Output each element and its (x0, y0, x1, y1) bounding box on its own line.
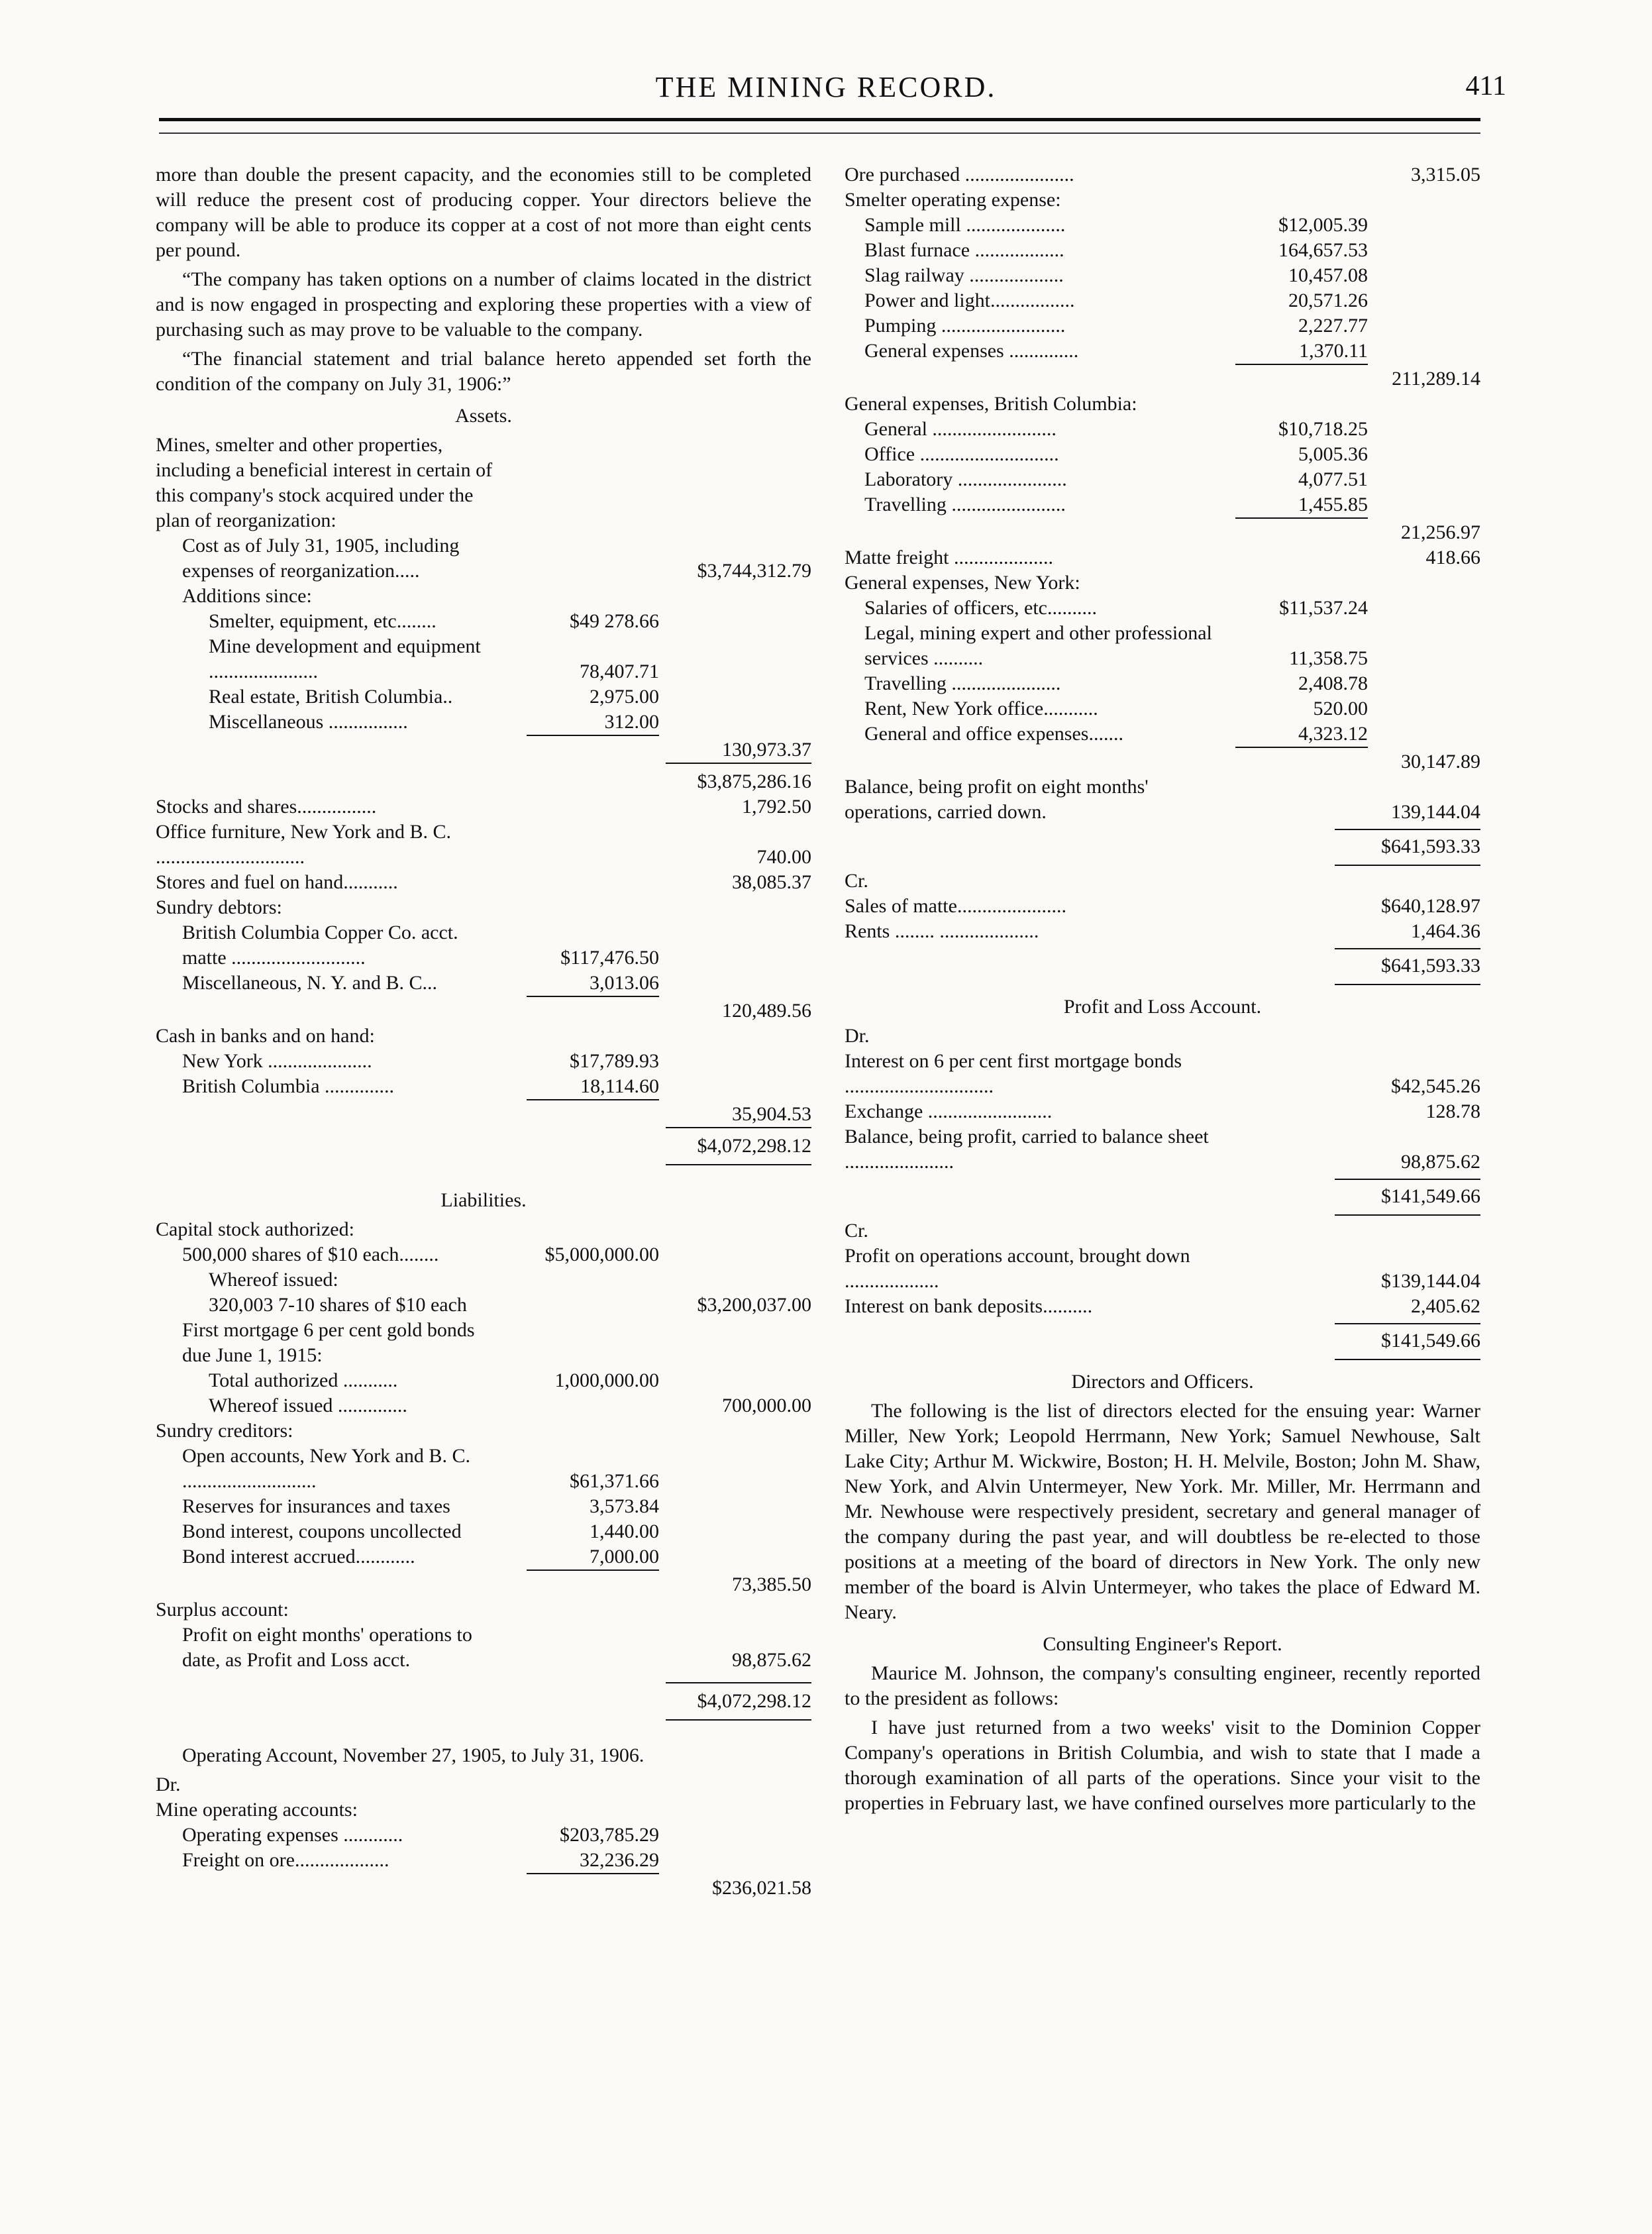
rule (666, 1127, 811, 1128)
rents-row (845, 919, 1480, 944)
genoff-value: 4,323.12 (1298, 723, 1368, 745)
intro-paragraph-2: “The company has taken options on a number of claims located in the district and is now engaged in prospecting and exploring these properties with a view of purchasing such as may prove to be valuable to the company. (156, 268, 811, 341)
blast-value: 164,657.53 (1278, 239, 1368, 261)
debtors-total: 120,489.56 (722, 1000, 811, 1022)
sample-label: Sample mill .................... (864, 214, 1066, 236)
stores-label: Stores and fuel on hand........... (156, 871, 398, 893)
bcc-entry (156, 920, 811, 971)
opexp-label: Operating expenses ............ (182, 1824, 403, 1846)
page-header (0, 66, 1652, 113)
balsheet-entry (845, 1124, 1480, 1175)
balance-value: 139,144.04 (1391, 801, 1480, 823)
ore-value: 3,315.05 (1411, 164, 1480, 186)
opexp-row (156, 1823, 811, 1848)
rule (1335, 1359, 1480, 1360)
mine-total-row (156, 1876, 811, 1901)
travel2-value: 2,408.78 (1298, 672, 1368, 694)
lab-value: 4,077.51 (1298, 468, 1368, 490)
cr-total-row (845, 953, 1480, 979)
smelter-total-row (845, 366, 1480, 392)
engineer-heading: Consulting Engineer's Report. (1043, 1633, 1282, 1655)
smelter-total: 211,289.14 (1392, 368, 1480, 390)
pumping-label: Pumping ......................... (864, 315, 1066, 337)
slag-row (845, 263, 1480, 288)
ny-row (156, 1049, 811, 1074)
miscny-row (156, 971, 811, 996)
bcc-label: British Columbia Copper Co. acct. matte ........................... (182, 922, 458, 969)
whereof-row (156, 1267, 811, 1293)
cash-row (156, 1024, 811, 1049)
rule (527, 1873, 659, 1874)
liab-total-row (156, 1689, 811, 1714)
genny-row (845, 570, 1480, 596)
liabilities-heading: Liabilities. (440, 1189, 527, 1211)
exchange-row (845, 1099, 1480, 1124)
sales-label: Sales of matte...................... (845, 895, 1066, 917)
interest-entry (845, 1049, 1480, 1099)
intro-paragraph-1: more than double the present capacity, and the economies still to be completed will reduce the present cost of producing copper. Your directors believe the company will be able to produce its copper at a cost of not more than eight cents per pound. (156, 164, 811, 261)
pl-cr-row (845, 1218, 1480, 1244)
travel-value: 1,455.85 (1298, 494, 1368, 515)
whereofissued-row (156, 1393, 811, 1418)
additions-label-row (156, 584, 811, 609)
minedev-value: 78,407.71 (580, 661, 659, 682)
page-number: 411 (1465, 71, 1506, 101)
genny-total: 30,147.89 (1401, 751, 1480, 772)
travel2-label: Travelling ...................... (864, 672, 1061, 694)
dr-total-row (845, 834, 1480, 859)
whereofissued-label: Whereof issued .............. (209, 1395, 407, 1416)
freight-value: 32,236.29 (580, 1849, 659, 1871)
bondunc-value: 1,440.00 (590, 1520, 659, 1542)
firstmort-entry (156, 1318, 811, 1368)
ore-row (845, 162, 1480, 187)
genbc-row (845, 392, 1480, 417)
minedev-label: Mine development and equipment ...................... (209, 635, 481, 682)
pl-dr-label: Dr. (845, 1025, 870, 1047)
surplus-label: Surplus account: (156, 1599, 289, 1621)
genexp-value: 1,370.11 (1299, 340, 1368, 362)
engineer-paragraph-1: Maurice M. Johnson, the company's consulting engineer, recently reported to the president as follows: (845, 1662, 1480, 1709)
operating-account-heading: Operating Account, November 27, 1905, to July 31, 1906. (182, 1744, 645, 1766)
opexp-value: $203,785.29 (560, 1824, 659, 1846)
miscny-value: 3,013.06 (590, 972, 659, 994)
bondunc-label: Bond interest, coupons uncollected (182, 1520, 462, 1542)
realestate-value: 2,975.00 (590, 686, 659, 708)
assets-heading: Assets. (455, 405, 512, 427)
interest-label: Interest on 6 per cent first mortgage bonds .............................. (845, 1050, 1182, 1097)
capstock-row (156, 1217, 811, 1242)
salaries-value: $11,537.24 (1279, 597, 1368, 619)
genbc-total: 21,256.97 (1401, 521, 1480, 543)
directors-paragraph: The following is the list of directors elected for the ensuing year: Warner Miller, New York; Leopold Herrmann, New York; Samuel Newhouse, Salt Lake City; Arthur M. Wickwire, Boston; H. H. Melvile, Boston; John M. Shaw, New York, and Alvin Untermeyer, New York. Mr. Miller, Mr. Herrmann and Mr. Newhouse were respectively president, secretary and general manager of the company during the past year, and will doubtless be re-elected to those positions at a meeting of the board of directors in New York. The only new member of the board is Alvin Untermeyer, who takes the place of Edward M. Neary. (845, 1400, 1480, 1623)
bondacc-label: Bond interest accrued............ (182, 1546, 415, 1568)
salaries-label: Salaries of officers, etc.......... (864, 597, 1097, 619)
totalauth-label: Total authorized ........... (209, 1369, 398, 1391)
subtotal-row (156, 769, 811, 794)
smelter-row (156, 609, 811, 634)
cost-value: $3,744,312.79 (697, 560, 811, 582)
rule (666, 1719, 811, 1721)
dr-label: Dr. (156, 1774, 181, 1795)
cost-entry (156, 533, 811, 584)
genbc-label: General expenses, British Columbia: (845, 393, 1137, 415)
cash-total: 35,904.53 (732, 1103, 811, 1125)
cost-text: Cost as of July 31, 1905, including expenses of reorganization..... (182, 535, 460, 582)
issued-value: $3,200,037.00 (697, 1294, 811, 1316)
freight-label: Freight on ore................... (182, 1849, 389, 1871)
profitop-entry (845, 1244, 1480, 1294)
bondacc-value: 7,000.00 (590, 1546, 659, 1568)
sales-value: $640,128.97 (1381, 895, 1480, 917)
sample-value: $12,005.39 (1278, 214, 1368, 236)
balance-label: Balance, being profit on eight months' operations, carried down. (845, 776, 1149, 823)
shares-value: $5,000,000.00 (544, 1244, 659, 1265)
rule (1235, 364, 1368, 365)
realestate-label: Real estate, British Columbia.. (209, 686, 453, 708)
sales-row (845, 894, 1480, 919)
profitop-value: $139,144.04 (1381, 1270, 1480, 1292)
balsheet-label: Balance, being profit, carried to balance sheet ...................... (845, 1126, 1209, 1173)
mines-text: Mines, smelter and other properties, including a beneficial interest in certain of this company's stock acquired under the plan of reorganization: (156, 434, 493, 531)
dr-total: $641,593.33 (1381, 835, 1480, 857)
profit-value: 98,875.62 (732, 1649, 811, 1671)
engineer-paragraph-2: I have just returned from a two weeks' visit to the Dominion Copper Company's operations in British Columbia, and wish to state that I made a thorough examination of all parts of the operations. Since your visit to the properties in February last, we have confined ourselves more particularly to the (845, 1717, 1480, 1814)
pl-dr-total-row (845, 1184, 1480, 1209)
openacc-entry (156, 1444, 811, 1494)
stocks-row (156, 794, 811, 820)
exchange-value: 128.78 (1425, 1100, 1480, 1122)
smelterop-label: Smelter operating expense: (845, 189, 1061, 211)
left-column (156, 162, 811, 1901)
power-value: 20,571.26 (1288, 290, 1368, 311)
genny-label: General expenses, New York: (845, 572, 1080, 594)
salaries-row (845, 596, 1480, 621)
sample-row (845, 213, 1480, 238)
legal-value: 11,358.75 (1289, 647, 1368, 669)
firstmort-label: First mortgage 6 per cent gold bonds due June 1, 1915: (182, 1319, 475, 1366)
freight-row (156, 1848, 811, 1873)
matte-label: Matte freight .................... (845, 547, 1053, 568)
power-row (845, 288, 1480, 313)
cash-total-row (156, 1102, 811, 1127)
capstock-label: Capital stock authorized: (156, 1218, 354, 1240)
rents-label: Rents ........ .................... (845, 920, 1039, 942)
mineop-row (156, 1797, 811, 1823)
bondacc-row (156, 1544, 811, 1569)
creditors-total-row (156, 1572, 811, 1597)
openacc-label: Open accounts, New York and B. C. ........................... (182, 1445, 470, 1492)
general-value: $10,718.25 (1278, 418, 1368, 440)
genexp-label: General expenses .............. (864, 340, 1079, 362)
reserves-row (156, 1494, 811, 1519)
smelterop-row (845, 187, 1480, 213)
stores-value: 38,085.37 (732, 871, 811, 893)
rule (1335, 865, 1480, 866)
rule (666, 763, 811, 764)
creditors-total: 73,385.50 (732, 1573, 811, 1595)
journal-title: THE MINING RECORD. (655, 71, 997, 103)
bc-label: British Columbia .............. (182, 1075, 395, 1097)
bc-value: 18,114.60 (580, 1075, 659, 1097)
subtotal-value: $3,875,286.16 (697, 771, 811, 792)
legal-entry (845, 621, 1480, 671)
profit-label: Profit on eight months' operations to date, as Profit and Loss acct. (182, 1624, 472, 1671)
shares-label: 500,000 shares of $10 each........ (182, 1244, 439, 1265)
pl-dr-total: $141,549.66 (1381, 1185, 1480, 1207)
general-row (845, 417, 1480, 442)
smelter-label: Smelter, equipment, etc........ (209, 610, 437, 632)
mine-total: $236,021.58 (712, 1877, 811, 1899)
lab-row (845, 467, 1480, 492)
pl-cr-total: $141,549.66 (1381, 1330, 1480, 1352)
additions-label: Additions since: (182, 585, 312, 607)
sundry-debtors-label: Sundry debtors: (156, 896, 282, 918)
profit-entry (156, 1622, 811, 1673)
cr-label: Cr. (845, 870, 868, 892)
directors-heading: Directors and Officers. (1071, 1371, 1254, 1393)
issued-label: 320,003 7-10 shares of $10 each (209, 1294, 467, 1316)
matte-value: 418.66 (1425, 547, 1480, 568)
genny-total-row (845, 749, 1480, 774)
rent-row (845, 696, 1480, 721)
balance-entry (845, 774, 1480, 825)
stores-row (156, 870, 811, 895)
mineop-label: Mine operating accounts: (156, 1799, 358, 1821)
general-label: General ......................... (864, 418, 1057, 440)
rule (527, 1099, 659, 1100)
balsheet-value: 98,875.62 (1401, 1151, 1480, 1173)
shares-row (156, 1242, 811, 1267)
pl-dr-row (845, 1024, 1480, 1049)
office-value: 5,005.36 (1298, 443, 1368, 465)
rule (1335, 829, 1480, 830)
stocks-value: 1,792.50 (742, 796, 811, 818)
rule (666, 1164, 811, 1165)
rule (527, 735, 659, 736)
rule (1235, 747, 1368, 748)
bc-row (156, 1074, 811, 1099)
intbank-value: 2,405.62 (1411, 1295, 1480, 1317)
mines-entry (156, 433, 811, 533)
profitop-label: Profit on operations account, brought down ................... (845, 1245, 1190, 1292)
ny-value: $17,789.93 (570, 1050, 659, 1072)
rents-value: 1,464.36 (1411, 920, 1480, 942)
dr-row (156, 1772, 811, 1797)
assets-total: $4,072,298.12 (697, 1135, 811, 1157)
travel2-row (845, 671, 1480, 696)
totalauth-row (156, 1368, 811, 1393)
ore-label: Ore purchased ...................... (845, 164, 1074, 186)
stocks-label: Stocks and shares................ (156, 796, 377, 818)
right-column (845, 162, 1480, 1820)
debtors-total-row (156, 998, 811, 1024)
rule (527, 996, 659, 997)
liabilities-total: $4,072,298.12 (697, 1690, 811, 1712)
genoff-label: General and office expenses....... (864, 723, 1123, 745)
blast-label: Blast furnace .................. (864, 239, 1064, 261)
ny-label: New York ..................... (182, 1050, 372, 1072)
rule (1235, 517, 1368, 519)
exchange-label: Exchange ......................... (845, 1100, 1053, 1122)
genexp-row (845, 339, 1480, 364)
sundry-creditors-row (156, 1418, 811, 1444)
misc-row (156, 710, 811, 735)
pl-cr-total-row (845, 1328, 1480, 1354)
sundry-debtors-row (156, 895, 811, 920)
genbc-total-row (845, 520, 1480, 545)
totalauth-value: 1,000,000.00 (554, 1369, 659, 1391)
reserves-label: Reserves for insurances and taxes (182, 1495, 450, 1517)
lab-label: Laboratory ...................... (864, 468, 1067, 490)
pumping-row (845, 313, 1480, 339)
rule (1335, 1179, 1480, 1180)
surplus-row (156, 1597, 811, 1622)
assets-total-row (156, 1134, 811, 1159)
pumping-value: 2,227.77 (1298, 315, 1368, 337)
misc-value: 312.00 (604, 711, 659, 733)
bondunc-row (156, 1519, 811, 1544)
intro-paragraph-3: “The financial statement and trial balance hereto appended set forth the condition of the company on July 31, 1906:” (156, 348, 811, 395)
intbank-row (845, 1294, 1480, 1319)
minedev-entry (156, 634, 811, 684)
bcc-value: $117,476.50 (560, 947, 659, 969)
reserves-value: 3,573.84 (590, 1495, 659, 1517)
genoff-row (845, 721, 1480, 747)
misc-label: Miscellaneous ................ (209, 711, 408, 733)
intbank-label: Interest on bank deposits.......... (845, 1295, 1093, 1317)
rule (1335, 1214, 1480, 1216)
profit-loss-heading: Profit and Loss Account. (1063, 996, 1262, 1018)
miscny-label: Miscellaneous, N. Y. and B. C... (182, 972, 437, 994)
legal-label: Legal, mining expert and other professional services .......... (864, 622, 1212, 669)
rule (666, 1682, 811, 1683)
office-entry (156, 820, 811, 870)
travel-row (845, 492, 1480, 517)
interest-value: $42,545.26 (1391, 1075, 1480, 1097)
issued-row (156, 1293, 811, 1318)
rent-label: Rent, New York office........... (864, 698, 1098, 719)
header-rule (159, 118, 1480, 121)
cr-row (845, 869, 1480, 894)
rule (1335, 984, 1480, 985)
openacc-value: $61,371.66 (570, 1470, 659, 1492)
whereof-label: Whereof issued: (209, 1269, 338, 1291)
rule (1335, 948, 1480, 949)
cr-total: $641,593.33 (1381, 955, 1480, 977)
realestate-row (156, 684, 811, 710)
rent-value: 520.00 (1313, 698, 1368, 719)
rule (1335, 1323, 1480, 1324)
office-label: Office ............................ (864, 443, 1059, 465)
header-rule-thin (159, 133, 1480, 134)
smelter-value: $49 278.66 (570, 610, 659, 632)
travel-label: Travelling ....................... (864, 494, 1066, 515)
additions-total: 130,973.37 (722, 739, 811, 761)
slag-value: 10,457.08 (1288, 264, 1368, 286)
sundry-creditors-label: Sundry creditors: (156, 1420, 293, 1442)
office-row (845, 442, 1480, 467)
blast-row (845, 238, 1480, 263)
office-label: Office furniture, New York and B. C. .............................. (156, 821, 452, 868)
slag-label: Slag railway ................... (864, 264, 1064, 286)
whereofissued-value: 700,000.00 (722, 1395, 811, 1416)
rule (527, 1569, 659, 1571)
additions-total-row (156, 737, 811, 763)
cash-label: Cash in banks and on hand: (156, 1025, 375, 1047)
power-label: Power and light................. (864, 290, 1075, 311)
pl-cr-label: Cr. (845, 1220, 868, 1242)
matte-row (845, 545, 1480, 570)
office-value: 740.00 (756, 846, 811, 868)
